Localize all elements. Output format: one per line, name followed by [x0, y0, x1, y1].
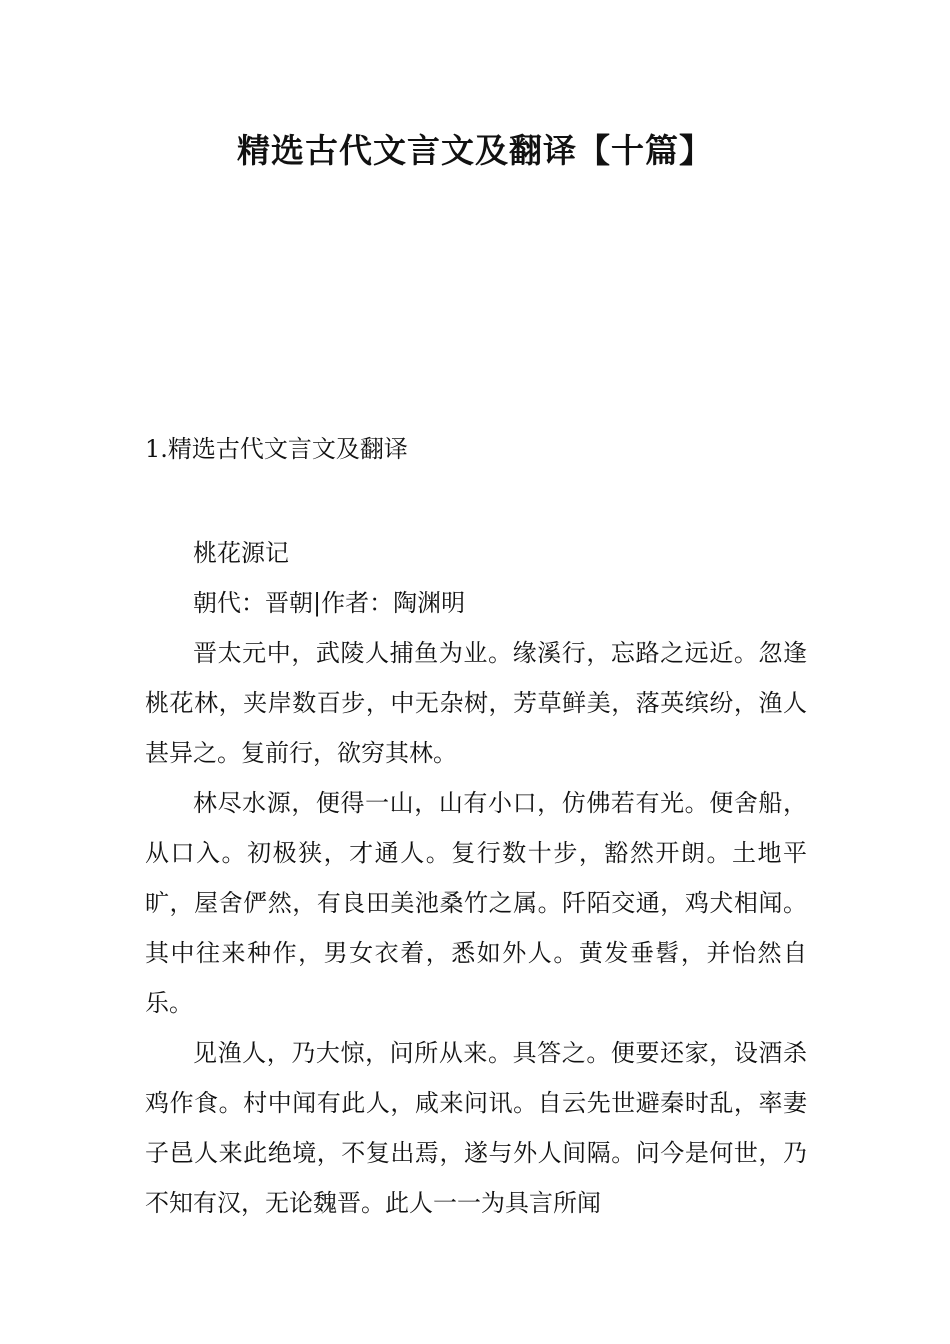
paragraph: 见渔人，乃大惊，问所从来。具答之。便要还家，设酒杀鸡作食。村中闻有此人，咸来问讯。自云先世避秦时乱，率妻子邑人来此绝境，不复出焉，遂与外人间隔。问今是何世，乃不知有汉，无论魏晋。此人一一为具言所闻: [145, 1039, 807, 1217]
article-body: [145, 528, 807, 1228]
section-heading: 1.精选古代文言文及翻译: [145, 435, 408, 463]
paragraph: 林尽水源，便得一山，山有小口，仿佛若有光。便舍船，从口入。初极狭，才通人。复行数十步，豁然开朗。土地平旷，屋舍俨然，有良田美池桑竹之属。阡陌交通，鸡犬相闻。其中往来种作，男女衣着，悉如外人。黄发垂髫，并怡然自乐。: [145, 789, 807, 1017]
article-title: 桃花源记: [193, 539, 289, 567]
article-meta: 朝代：晋朝|作者：陶渊明: [193, 589, 466, 617]
paragraph: 晋太元中，武陵人捕鱼为业。缘溪行，忘路之远近。忽逢桃花林，夹岸数百步，中无杂树，芳草鲜美，落英缤纷，渔人甚异之。复前行，欲穷其林。: [145, 639, 807, 767]
document-title: 精选古代文言文及翻译【十篇】: [237, 131, 713, 170]
